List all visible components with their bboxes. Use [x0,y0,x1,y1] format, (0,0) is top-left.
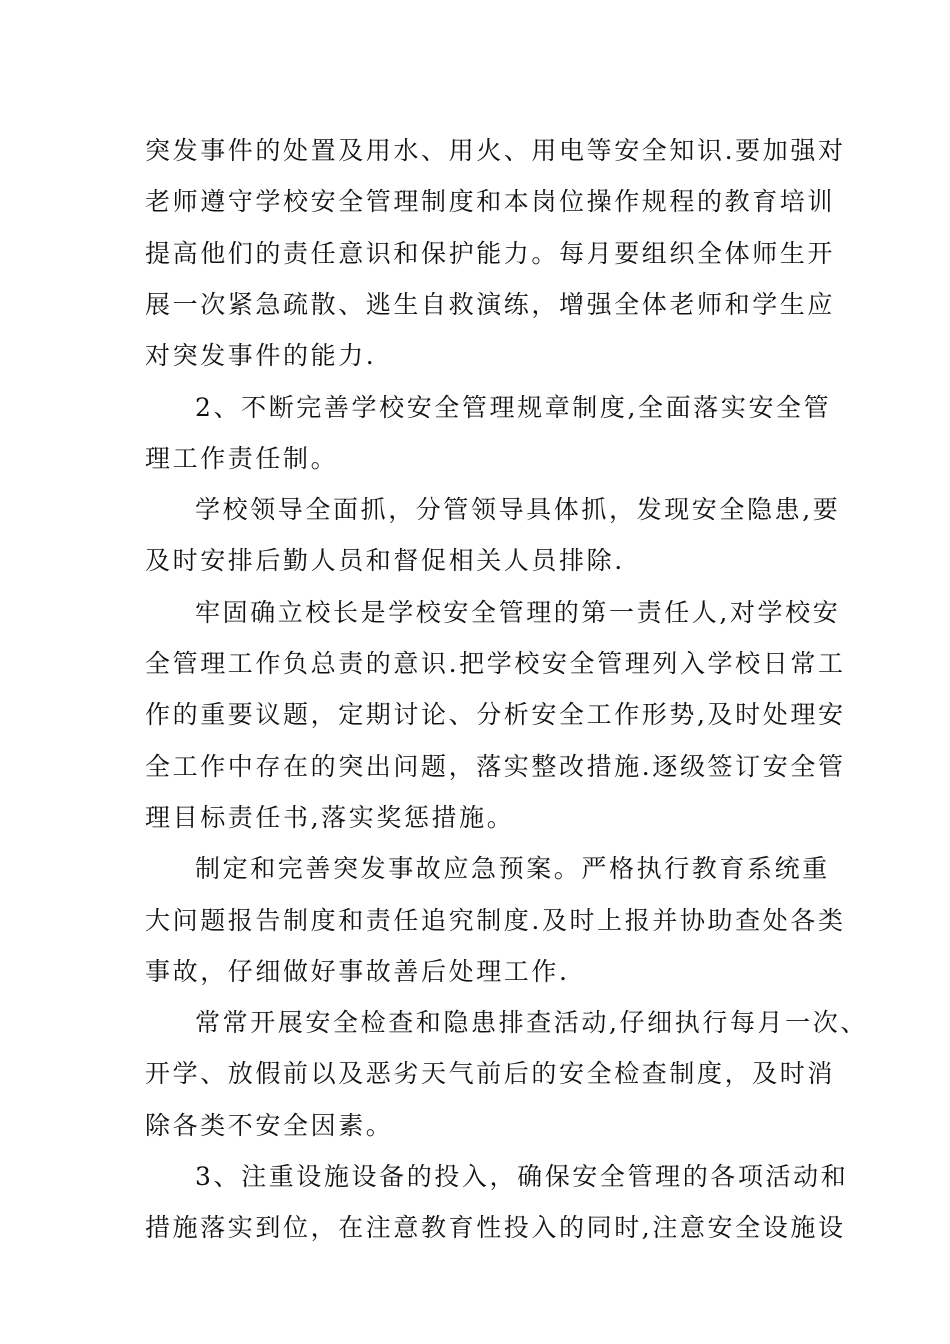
text-line: 除各类不安全因素。 [145,1111,394,1140]
text-line: 措施落实到位，在注意教育性投入的同时,注意安全设施设 [145,1213,846,1242]
text-line: 常常开展安全检查和隐患排查活动,仔细执行每月一次、 [195,1008,868,1037]
text-line: 开学、放假前以及恶劣天气前后的安全检查制度，及时消 [145,1059,836,1088]
text-line: 2、不断完善学校安全管理规章制度,全面落实安全管 [195,393,832,422]
text-line: 学校领导全面抓，分管领导具体抓，发现安全隐患,要 [195,495,841,524]
text-line: 突发事件的处置及用水、用火、用电等安全知识.要加强对 [145,136,846,165]
text-line: 牢固确立校长是学校安全管理的第一责任人,对学校安 [195,598,841,627]
text-line: 全工作中存在的突出问题，落实整改措施.逐级签订安全管 [145,752,846,781]
text-line: 事故，仔细做好事故善后处理工作. [145,957,570,986]
text-line: 老师遵守学校安全管理制度和本岗位操作规程的教育培训 [145,187,836,216]
text-line: 作的重要议题，定期讨论、分析安全工作形势,及时处理安 [145,700,846,729]
text-line: 及时安排后勤人员和督促相关人员排除. [145,546,625,575]
text-line: 大问题报告制度和责任追究制度.及时上报并协助查处各类 [145,906,846,935]
text-line: 对突发事件的能力. [145,341,377,370]
text-line: 展一次紧急疏散、逃生自救演练，增强全体老师和学生应 [145,290,836,319]
text-line: 理目标责任书,落实奖惩措施。 [145,803,515,832]
text-line: 全管理工作负总责的意识.把学校安全管理列入学校日常工 [145,649,846,678]
text-line: 制定和完善突发事故应急预案。严格执行教育系统重 [195,854,830,883]
text-line: 3、注重设施设备的投入，确保安全管理的各项活动和 [195,1162,849,1191]
text-line: 提高他们的责任意识和保护能力。每月要组织全体师生开 [145,239,836,268]
text-line: 理工作责任制。 [145,444,339,473]
